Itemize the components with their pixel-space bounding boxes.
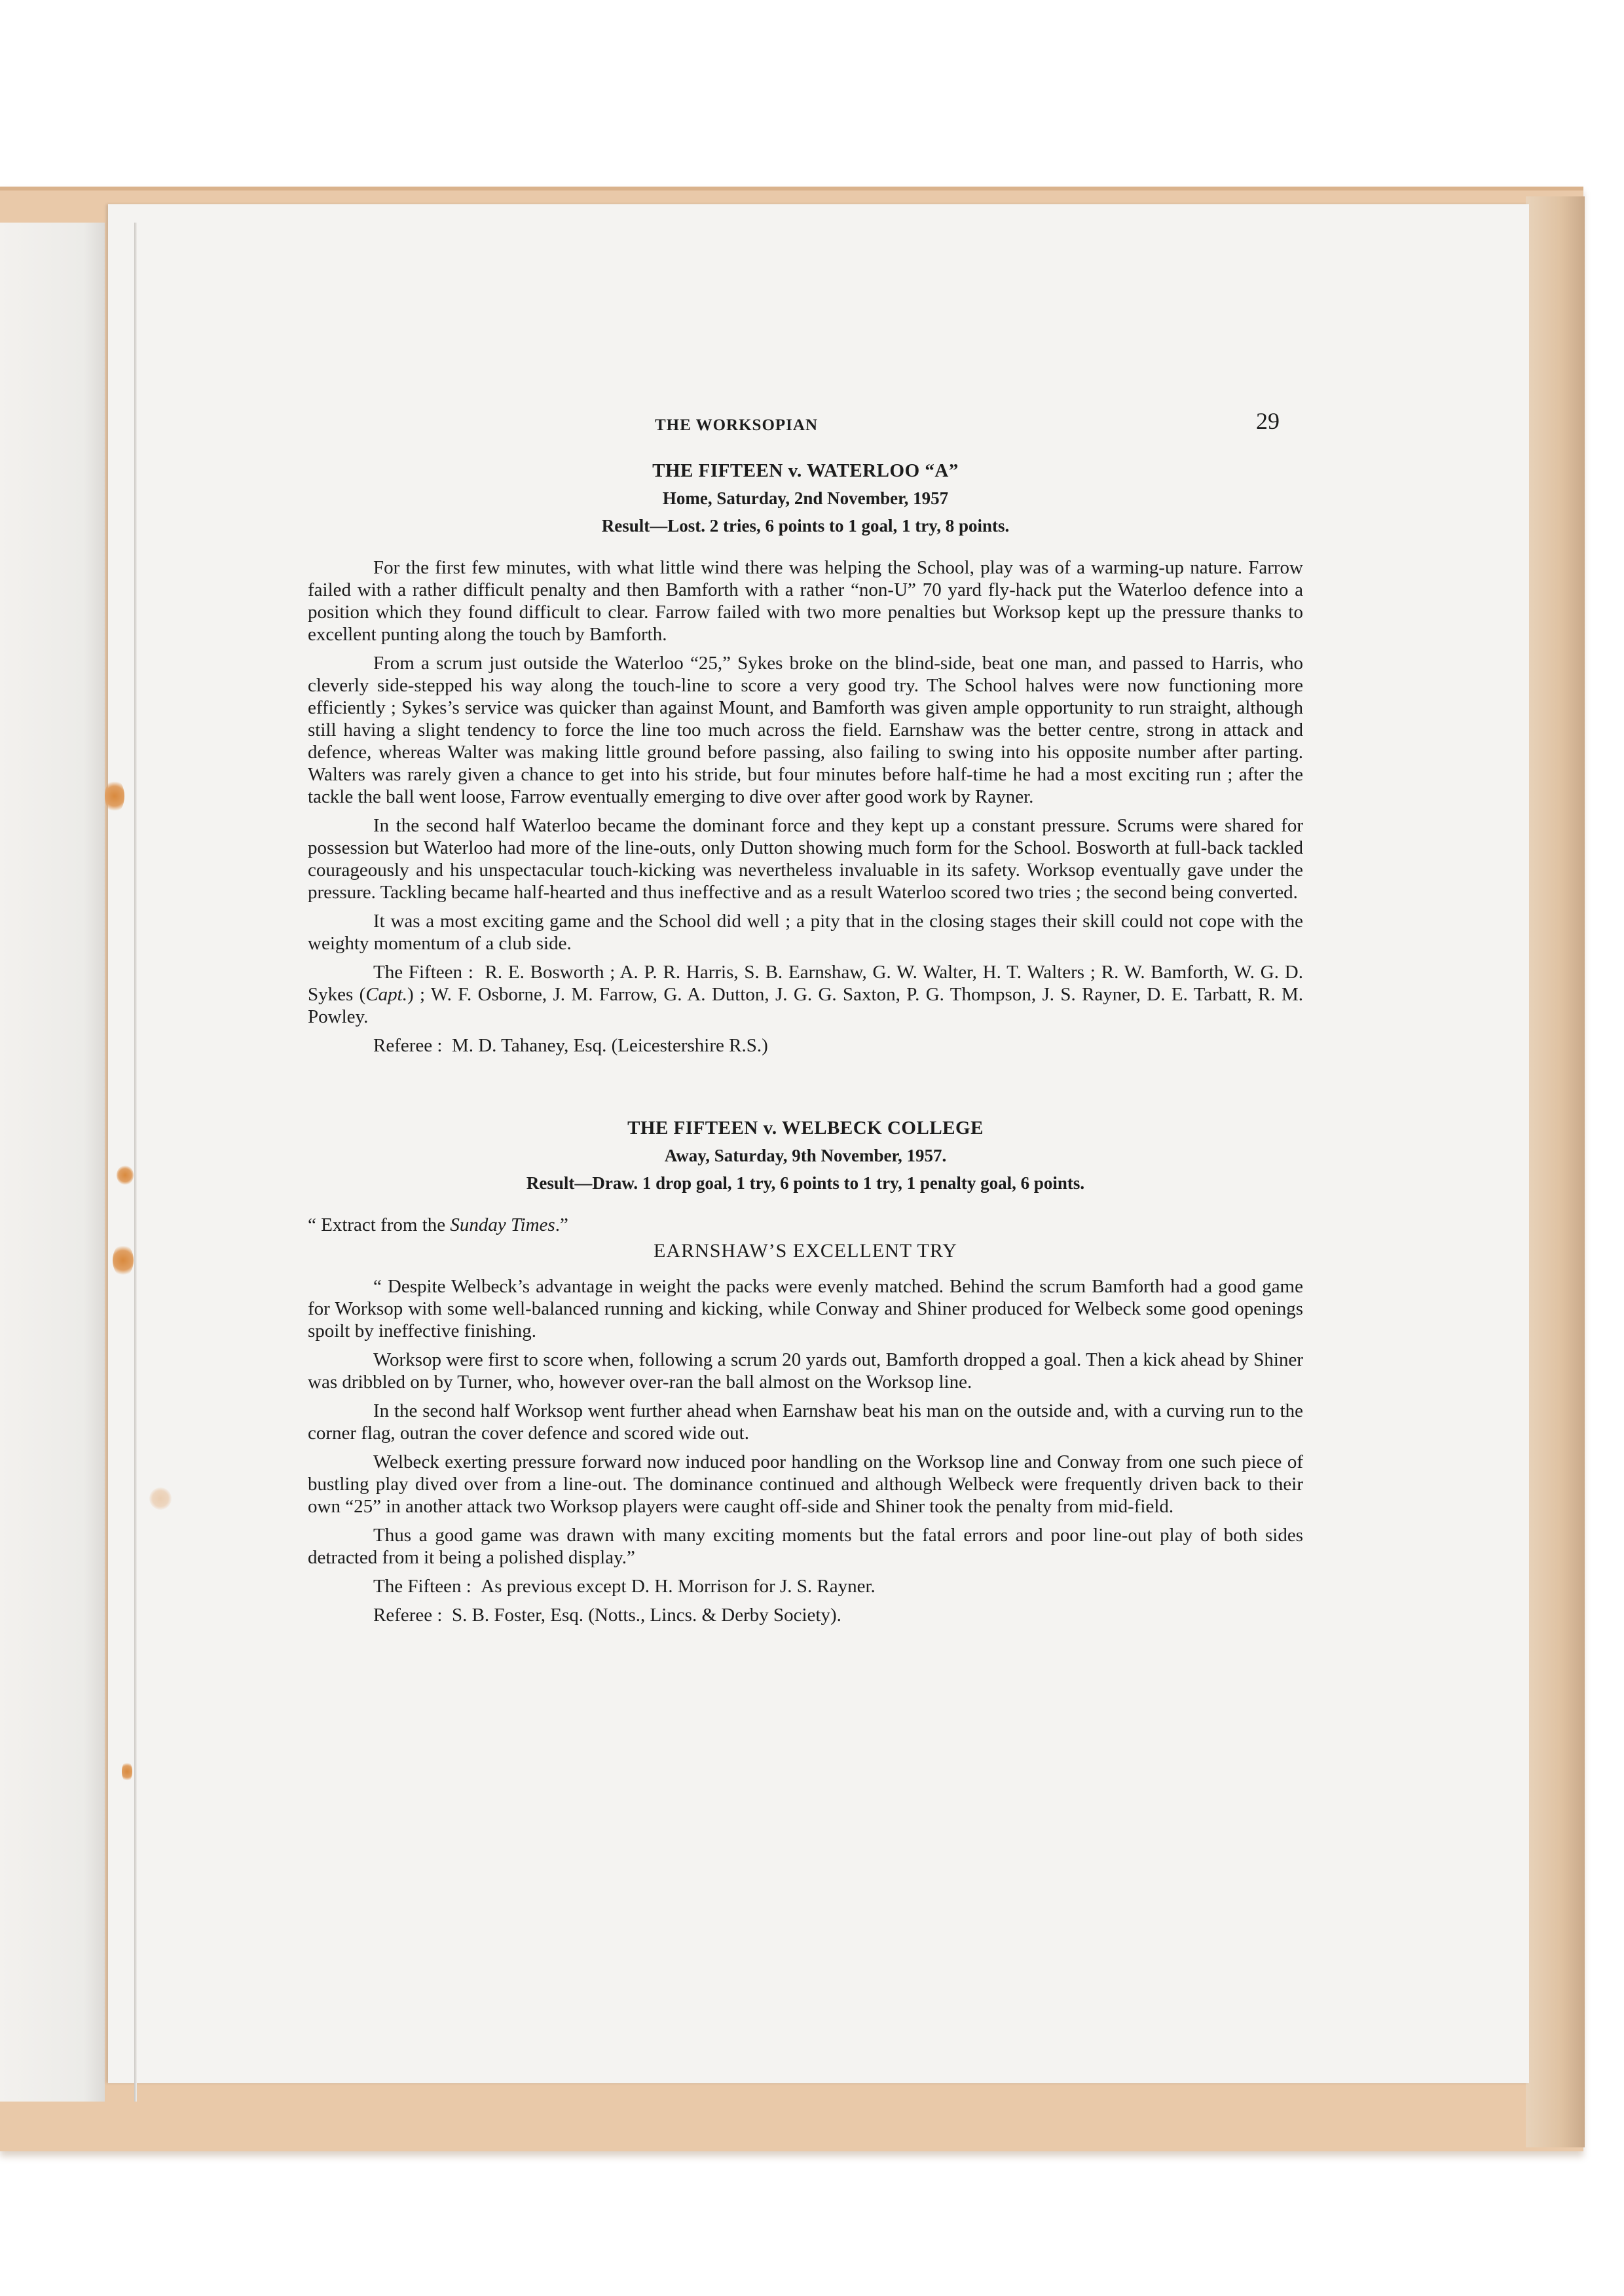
team-label: The Fifteen : [373,962,473,983]
foxing-spot [113,1244,134,1277]
page-edge [1526,196,1585,2147]
paragraph: Welbeck exerting pressure forward now induced poor handling on the Worksop line and Conway from one such piece of bustling play dived over from a line-out. The dominance continued and although Welbeck were frequently driven back to their own “25” in another attack two Worksop players were caught off-side and Shiner took the penalty from mid-field. [308,1451,1303,1517]
referee-label: Referee : [373,1605,443,1626]
match-date: Away, Saturday, 9th November, 1957. [664,1146,947,1165]
referee-line [308,1604,1303,1626]
paragraph: It was a most exciting game and the School did well ; a pity that in the closing stages their skill could not cope with the weighty momentum of a club side. [308,911,1303,954]
foxing-spot [122,1761,132,1782]
match-result: Result—Draw. 1 drop goal, 1 try, 6 points to 1 try, 1 penalty goal, 6 points. [526,1173,1085,1193]
paragraph: From a scrum just outside the Waterloo “25,” Sykes broke on the blind-side, beat one man, and passed to Harris, who cleverly side-stepped his way along the touch-line to score a very good try. The School halves were now functioning more efficiently ; Sykes’s service was quicker than against Mount, and Bamforth was given ample opportunity to run straight, although still having a slight tendency to force the line too much across the field. Earnshaw was the better centre, strong in attack and defence, whereas Walter was making little ground before passing, also failing to swing into his opposite number after parting. Walters was rarely given a chance to get into his stride, but four minutes before half-time he had a most exciting run ; after the tackle the ball went loose, Farrow eventually emerging to dive over after good work by Rayner. [308,653,1303,807]
foxing-spot [105,779,124,813]
article-subhead: EARNSHAW’S EXCELLENT TRY [654,1240,957,1262]
article-body [308,393,1303,1626]
paragraph: For the first few minutes, with what little wind there was helping the School, play was of a warming-up nature. Farrow failed with a rather difficult penalty and then Bamforth with a rather “non-U” 70 yard fly-hack put the Waterloo defence into a position which they found difficult to clear. Farrow failed with two more penalties but Worksop kept up the pressure thanks to excellent punting along the touch by Bamforth. [308,557,1303,645]
team-label: The Fifteen : [373,1576,471,1597]
match-report-waterloo [308,460,1303,1057]
paragraph: In the second half Worksop went further ahead when Earnshaw beat his man on the outside and, with a curving run to the corner flag, outran the cover defence and scored wide out. [308,1400,1303,1444]
extract-prefix: “ Extract from the [308,1214,451,1235]
paragraph: Worksop were first to score when, following a scrum 20 yards out, Bamforth dropped a goal. Then a kick ahead by Shiner was dribbled on by Turner, who, however over-ran the ball almost on the Worksop line. [308,1349,1303,1393]
match-title: THE FIFTEEN v. WELBECK COLLEGE [627,1118,984,1139]
team-names: As previous except D. H. Morrison for J. S. Rayner. [481,1576,876,1597]
paragraph: “ Despite Welbeck’s advantage in weight the packs were evenly matched. Behind the scrum Bamforth had a good game for Worksop with some well-balanced running and kicking, while Conway and Shiner produced for Welbeck some good openings spoilt by ineffective finishing. [308,1276,1303,1341]
left-page [0,223,105,2102]
team-line [308,1575,1303,1597]
referee-name: M. D. Tahaney, Esq. (Leicestershire R.S.) [451,1035,768,1056]
match-title: THE FIFTEEN v. WATERLOO “A” [652,460,959,481]
running-head: THE WORKSOPIAN [655,416,818,434]
page-number: 29 [1256,408,1280,434]
match-date: Home, Saturday, 2nd November, 1957 [662,488,949,508]
match-result: Result—Lost. 2 tries, 6 points to 1 goal, 1 try, 8 points. [601,516,1010,536]
extract-suffix: .” [555,1214,568,1235]
gutter [134,223,137,2102]
captain-mark: Capt. [365,984,407,1005]
referee-line [308,1034,1303,1057]
team-names: R. E. Bosworth ; A. P. R. Harris, S. B. Earnshaw, G. W. Walter, H. T. Walters ; R. W. Bamforth, W. G. D. Sykes ( [308,962,1303,1005]
team-names-cont: ) ; W. F. Osborne, J. M. Farrow, G. A. Dutton, J. G. G. Saxton, P. G. Thompson, J. S. Rayner, D. E. Tarbatt, R. M. Powley. [308,984,1303,1027]
foxing-spot [149,1487,172,1510]
referee-label: Referee : [373,1035,443,1056]
extract-line [308,1214,1303,1236]
team-list [308,961,1303,1028]
paragraph: Thus a good game was drawn with many exciting moments but the fatal errors and poor line-out play of both sides detracted from it being a polished display.” [308,1525,1303,1568]
referee-name: S. B. Foster, Esq. (Notts., Lincs. & Derby Society). [451,1605,841,1626]
extract-source: Sunday Times [450,1214,555,1235]
paragraph: In the second half Waterloo became the dominant force and they kept up a constant pressure. Scrums were shared for possession but Waterloo had more of the line-outs, only Dutton showing much form for the School. Bosworth at full-back tackled courageously and his unspectacular touch-kicking was nevertheless invaluable in its safety. Worksop eventually gave under the pressure. Tackling became half-hearted and thus ineffective and as a result Waterloo scored two tries ; the second being converted. [308,815,1303,903]
match-report-welbeck [308,1117,1303,1626]
foxing-spot [117,1165,134,1185]
